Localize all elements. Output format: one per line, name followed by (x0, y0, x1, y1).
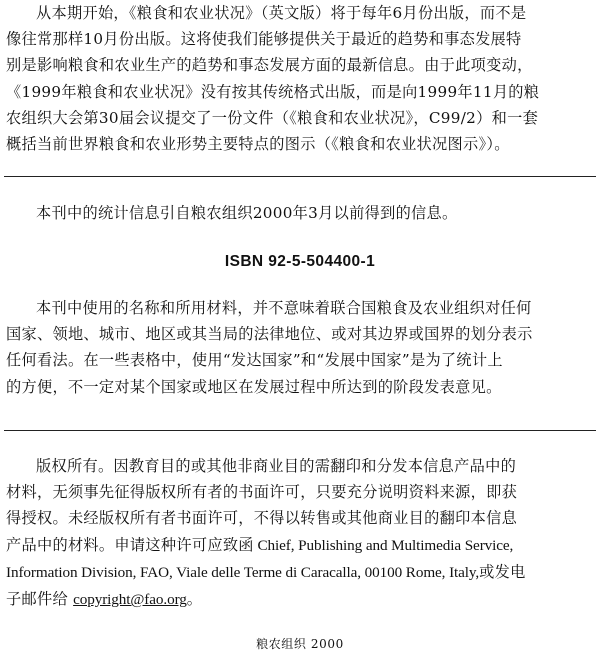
section-divider (4, 176, 596, 177)
isbn-number: ISBN 92-5-504400-1 (224, 253, 376, 270)
copyright-text-cn: 。 (186, 590, 203, 609)
copyright-line: 版权所有。因教育目的或其他非商业目的需翻印和分发本信息产品中的 (36, 457, 517, 475)
disclaimer-line: 国家、领地、城市、地区或其当局的法律地位、或对其边界或国界的划分表示 (6, 325, 533, 344)
intro-line: 从本期开始，《粮食和农业状况》（英文版）将于每年6月份出版，而不是 (36, 4, 527, 22)
copyright-text-cn: 子邮件给 (6, 590, 68, 609)
page-footer: 粮农组织 2000 (256, 637, 344, 651)
disclaimer-line: 本刊中使用的名称和所用材料，并不意味着联合国粮食及农业组织对任何 (36, 299, 532, 317)
copyright-text-en: Chief, Publishing and Multimedia Service, (253, 536, 514, 554)
section-divider (4, 430, 596, 431)
statistics-note-text: 本刊中的统计信息引自粮农组织2000年3月以前得到的信息。 (36, 204, 458, 222)
intro-line: 农组织大会第30届会议提交了一份文件（《粮食和农业状况》，C99/2）和一套 (6, 108, 539, 127)
copyright-line (6, 532, 594, 559)
copyright-line (6, 586, 594, 613)
disclaimer-line: 的方便，不一定对某个国家或地区在发展过程中所达到的阶段发表意见。 (6, 377, 502, 396)
intro-line: 别是影响粮食和农业生产的趋势和事态发展方面的最新信息。由于此项变动， (6, 56, 533, 75)
copyright-paragraph (6, 453, 594, 613)
copyright-text-cn: 产品中的材料。申请这种许可应致函 (6, 535, 254, 554)
intro-paragraph (6, 0, 594, 157)
disclaimer-paragraph (6, 295, 594, 400)
copyright-line: 材料，无须事先征得版权所有者的书面许可，只要充分说明资料来源，即获 (6, 483, 518, 502)
copyright-email-link[interactable]: copyright@fao.org (73, 591, 187, 609)
statistics-note (36, 200, 596, 226)
intro-line: 概括当前世界粮食和农业形势主要特点的图示（《粮食和农业状况图示》）。 (6, 135, 510, 154)
intro-line: 像往常那样10月份出版。这将使我们能够提供关于最近的趋势和事态发展特 (6, 30, 522, 49)
intro-line: 《1999年粮食和农业状况》没有按其传统格式出版，而是向1999年11月的粮 (6, 82, 540, 101)
copyright-text-cn: 或发电 (479, 562, 526, 581)
disclaimer-line: 任何看法。在一些表格中，使用“发达国家”和“发展中国家”是为了统计上 (6, 351, 503, 370)
copyright-line (6, 559, 594, 586)
copyright-text-en: Information Division, FAO, Viale delle Terme di Caracalla, 00100 Rome, Italy, (6, 563, 480, 581)
copyright-line: 得授权。未经版权所有者书面许可，不得以转售或其他商业目的翻印本信息 (6, 509, 518, 528)
